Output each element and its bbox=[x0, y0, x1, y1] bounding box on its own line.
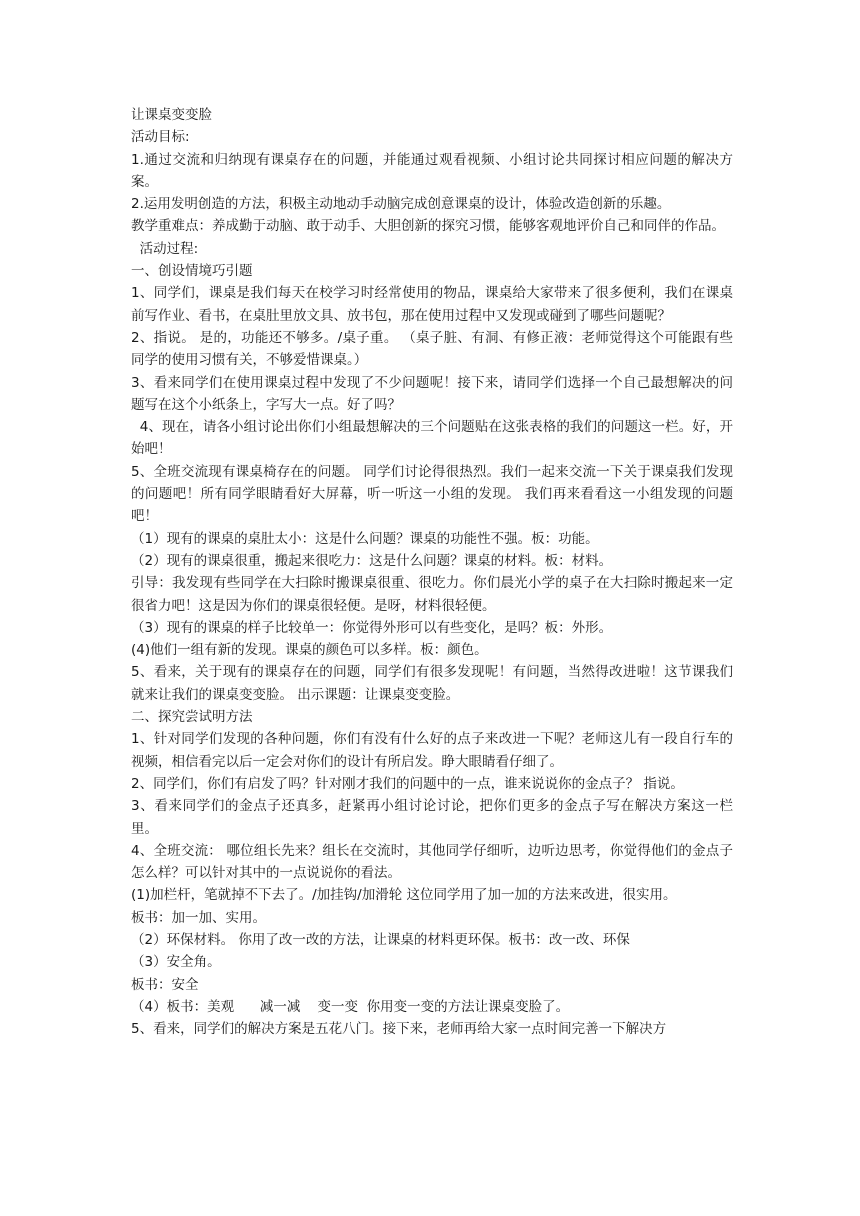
paragraph: 教学重难点：养成勤于动脑、敢于动手、大胆创新的探究习惯，能够客观地评价自己和同伴的作品。 bbox=[131, 218, 725, 235]
section-heading: 活动过程: bbox=[131, 240, 199, 257]
paragraph: （3）现有的课桌的样子比较单一：你觉得外形可以有些变化，是吗？板：外形。 bbox=[131, 619, 613, 636]
paragraph: 2、同学们，你们有启发了吗？针对刚才我们的问题中的一点，谁来说说你的金点子？ 指说。 bbox=[131, 775, 684, 792]
section-heading: 二、探究尝试明方法 bbox=[131, 709, 253, 726]
document-body bbox=[131, 104, 733, 1040]
paragraph: 5、全班交流现有课桌椅存在的问题。 同学们讨论得很热烈。我们一起来交流一下关于课桌我们发现的问题吧！所有同学眼睛看好大屏幕，听一听这一小组的发现。 我们再来看看这一小组发现的问题吧！ bbox=[131, 463, 733, 525]
paragraph: 板书：安全 bbox=[131, 976, 199, 993]
paragraph: 5、看来，关于现有的课桌存在的问题，同学们有很多发现呢！有问题，当然得改进啦！这节课我们就来让我们的课桌变变脸。 出示课题：让课桌变变脸。 bbox=[131, 664, 733, 703]
section-heading: 活动目标: bbox=[131, 129, 190, 146]
paragraph: 1、针对同学们发现的各种问题，你们有没有什么好的点子来改进一下呢？老师这儿有一段自行车的视频，相信看完以后一定会对你们的设计有所启发。睁大眼睛看仔细了。 bbox=[131, 731, 733, 770]
paragraph: （2）环保材料。 你用了改一改的方法，让课桌的材料更环保。板书：改一改、环保 bbox=[131, 931, 630, 948]
paragraph: 4、全班交流： 哪位组长先来？组长在交流时，其他同学仔细听，边听边思考，你觉得他们的金点子怎么样？可以针对其中的一点说说你的看法。 bbox=[131, 842, 733, 882]
paragraph: 3、看来同学们的金点子还真多，赶紧再小组讨论讨论，把你们更多的金点子写在解决方案这一栏里。 bbox=[131, 798, 733, 837]
paragraph: 4、现在，请各小组讨论出你们小组最想解决的三个问题贴在这张表格的我们的问题这一栏。好，开始吧！ bbox=[131, 419, 733, 458]
paragraph: 2、指说。 是的，功能还不够多。/桌子重。 （桌子脏、有洞、有修正液：老师觉得这个可能跟有些同学的使用习惯有关，不够爱惜课桌。） bbox=[131, 329, 733, 369]
paragraph: (4)他们一组有新的发现。课桌的颜色可以多样。板：颜色。 bbox=[131, 642, 488, 659]
paragraph: 引导：我发现有些同学在大扫除时搬课桌很重、很吃力。你们晨光小学的桌子在大扫除时搬起来一定很省力吧！这是因为你们的课桌很轻便。是呀，材料很轻便。 bbox=[131, 575, 733, 614]
paragraph: 1.通过交流和归纳现有课桌存在的问题，并能通过观看视频、小组讨论共同探讨相应问题的解决方案。 bbox=[131, 151, 733, 190]
paragraph: （1）现有的课桌的桌肚太小：这是什么问题？课桌的功能性不强。板：功能。 bbox=[131, 530, 599, 547]
paragraph: 5、看来，同学们的解决方案是五花八门。接下来，老师再给大家一点时间完善一下解决方 bbox=[131, 1021, 667, 1038]
paragraph: 1、同学们，课桌是我们每天在校学习时经常使用的物品，课桌给大家带来了很多便利，我们在课桌前写作业、看书，在桌肚里放文具、放书包，那在使用过程中又发现或碰到了哪些问题呢？ bbox=[131, 285, 733, 324]
paragraph: （2）现有的课桌很重，搬起来很吃力：这是什么问题？课桌的材料。板：材料。 bbox=[131, 552, 613, 569]
document-title: 让课桌变变脸 bbox=[131, 107, 212, 123]
section-heading: 一、创设情境巧引题 bbox=[131, 263, 253, 280]
paragraph: 2.运用发明创造的方法，积极主动地动手动脑完成创意课桌的设计，体验改造创新的乐趣。 bbox=[131, 196, 671, 213]
paragraph: 3、看来同学们在使用课桌过程中发现了不少问题呢！接下来，请同学们选择一个自己最想解决的问题写在这个小纸条上，字写大一点。好了吗？ bbox=[131, 374, 733, 413]
paragraph: （3）安全角。 bbox=[131, 954, 221, 971]
paragraph: (1)加栏杆，笔就掉不下去了。/加挂钩/加滑轮 这位同学用了加一加的方法来改进，很实用。 bbox=[131, 887, 677, 904]
paragraph: （4）板书：美观 减一减 变一变 你用变一变的方法让课桌变脸了。 bbox=[131, 998, 570, 1015]
paragraph: 板书：加一加、实用。 bbox=[131, 909, 266, 926]
